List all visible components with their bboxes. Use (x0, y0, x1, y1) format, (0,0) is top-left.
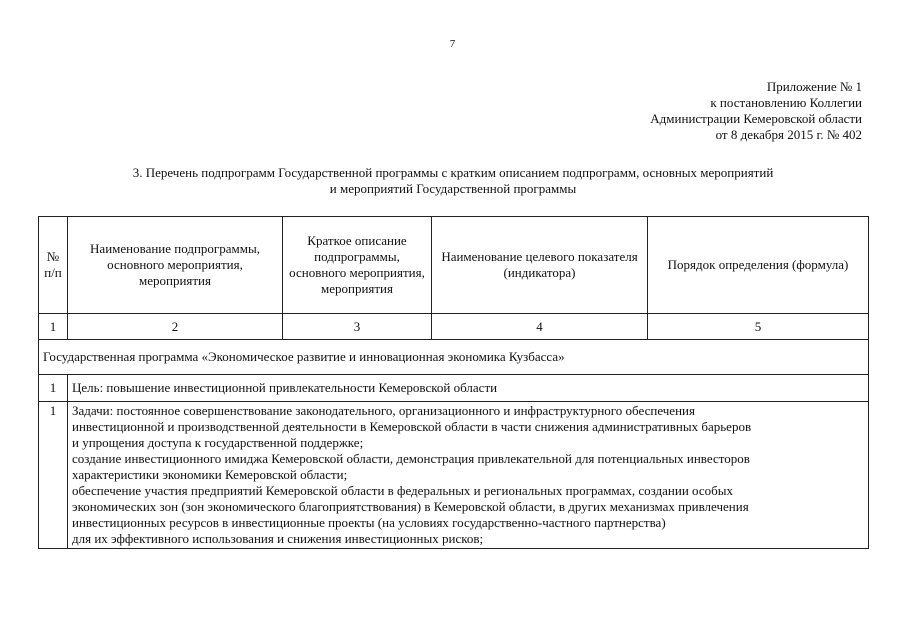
header-cell-number: № п/п (39, 217, 68, 314)
header-cell-formula: Порядок определения (формула) (648, 217, 869, 314)
column-number-cell: 3 (283, 314, 432, 340)
program-title-cell: Государственная программа «Экономическое развитие и инновационная экономика Кузбасса» (39, 340, 869, 375)
header-cell-name: Наименование подпрограммы, основного мероприятия, мероприятия (68, 217, 283, 314)
tasks-line: и упрощения доступа к государственной поддержке; (72, 435, 364, 450)
tasks-line: для их эффективного использования и снижения инвестиционных рисков; (72, 531, 484, 546)
tasks-line: создание инвестиционного имиджа Кемеровской области, демонстрация привлекательной для потенциальных инвесторов (72, 451, 750, 466)
tasks-number-cell: 1 (39, 402, 68, 549)
section-title (40, 165, 866, 197)
appendix-block (650, 79, 862, 143)
column-number-cell: 5 (648, 314, 869, 340)
appendix-line: к постановлению Коллегии (710, 95, 862, 110)
appendix-line: Приложение № 1 (766, 79, 862, 94)
section-title-line-2: и мероприятий Государственной программы (329, 181, 577, 196)
column-number-cell: 4 (432, 314, 648, 340)
page-number: 7 (449, 38, 456, 50)
tasks-line: инвестиционных ресурсов в инвестиционные проекты (на условиях государственно-частного партнерства) (72, 515, 666, 530)
tasks-line: Задачи: постоянное совершенствование законодательного, организационного и инфраструктурного обеспечения (72, 403, 695, 418)
tasks-line: обеспечение участия предприятий Кемеровской области в федеральных и региональных программах, создании особых (72, 483, 733, 498)
column-number-cell: 1 (39, 314, 68, 340)
program-row (39, 340, 869, 375)
header-cell-indicator: Наименование целевого показателя (индикатора) (432, 217, 648, 314)
table-header-row (39, 217, 869, 314)
tasks-line: инвестиционной и производственной деятельности в Кемеровской области в части снижения административных барьеров (72, 419, 752, 434)
appendix-line: Администрации Кемеровской области (650, 111, 862, 126)
tasks-text-cell (68, 402, 869, 549)
goal-row (39, 375, 869, 402)
subprograms-table (38, 216, 869, 549)
column-numbers-row (39, 314, 869, 340)
tasks-row (39, 402, 869, 549)
goal-number-cell: 1 (39, 375, 68, 402)
tasks-line: характеристики экономики Кемеровской области; (72, 467, 348, 482)
tasks-line: экономических зон (зон экономического благоприятствования) в Кемеровской области, в других механизмах привлечения (72, 499, 749, 514)
header-cell-description: Краткое описание подпрограммы, основного мероприятия, мероприятия (283, 217, 432, 314)
column-number-cell: 2 (68, 314, 283, 340)
goal-text-cell: Цель: повышение инвестиционной привлекательности Кемеровской области (68, 375, 869, 402)
appendix-line: от 8 декабря 2015 г. № 402 (715, 127, 862, 142)
section-title-line-1: 3. Перечень подпрограмм Государственной программы с кратким описанием подпрограмм, основных мероприятий (132, 165, 774, 180)
